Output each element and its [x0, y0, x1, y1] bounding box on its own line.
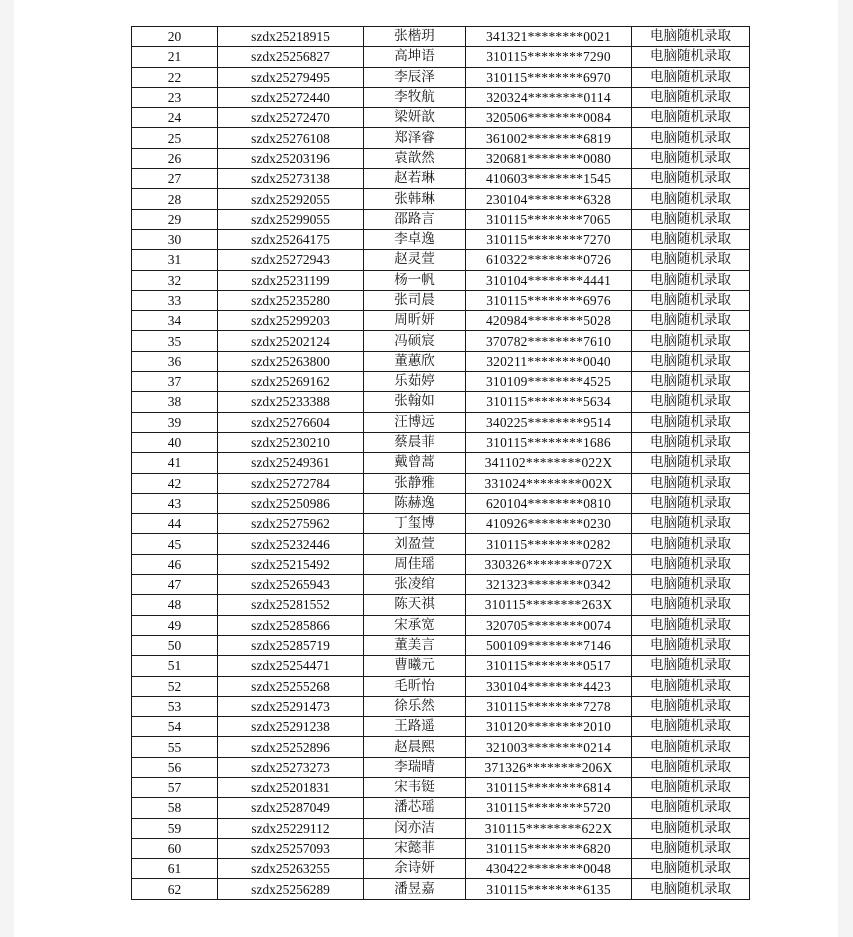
- table-row: [132, 392, 750, 412]
- id-card-number-cell: 410603********1545: [466, 169, 632, 189]
- table-row: [132, 128, 750, 148]
- table-row: [132, 534, 750, 554]
- student-name-cell: 李瑞晴: [364, 757, 466, 777]
- table-row: [132, 696, 750, 716]
- student-name-cell: 李牧航: [364, 87, 466, 107]
- table-row: [132, 87, 750, 107]
- row-number-cell: 56: [132, 757, 218, 777]
- student-name-cell: 刘盈萱: [364, 534, 466, 554]
- registration-id-cell: szdx25285719: [218, 635, 364, 655]
- admission-method-cell: 电脑随机录取: [632, 554, 750, 574]
- admission-method-cell: 电脑随机录取: [632, 351, 750, 371]
- row-number-cell: 45: [132, 534, 218, 554]
- admission-method-cell: 电脑随机录取: [632, 818, 750, 838]
- row-number-cell: 29: [132, 209, 218, 229]
- admission-method-cell: 电脑随机录取: [632, 737, 750, 757]
- student-name-cell: 董美言: [364, 635, 466, 655]
- table-row: [132, 859, 750, 879]
- table-row: [132, 209, 750, 229]
- admission-method-cell: 电脑随机录取: [632, 148, 750, 168]
- row-number-cell: 50: [132, 635, 218, 655]
- table-row: [132, 615, 750, 635]
- student-name-cell: 袁歆然: [364, 148, 466, 168]
- student-name-cell: 蔡晨菲: [364, 432, 466, 452]
- admission-method-cell: 电脑随机录取: [632, 87, 750, 107]
- row-number-cell: 49: [132, 615, 218, 635]
- admission-method-cell: 电脑随机录取: [632, 534, 750, 554]
- admission-method-cell: 电脑随机录取: [632, 67, 750, 87]
- id-card-number-cell: 310115********5634: [466, 392, 632, 412]
- row-number-cell: 26: [132, 148, 218, 168]
- row-number-cell: 34: [132, 311, 218, 331]
- table-row: [132, 879, 750, 899]
- table-row: [132, 514, 750, 534]
- row-number-cell: 55: [132, 737, 218, 757]
- admission-method-cell: 电脑随机录取: [632, 575, 750, 595]
- registration-id-cell: szdx25273273: [218, 757, 364, 777]
- id-card-number-cell: 371326********206X: [466, 757, 632, 777]
- table-row: [132, 656, 750, 676]
- student-name-cell: 汪博远: [364, 412, 466, 432]
- admission-method-cell: 电脑随机录取: [632, 108, 750, 128]
- admission-method-cell: 电脑随机录取: [632, 473, 750, 493]
- table-row: [132, 27, 750, 47]
- id-card-number-cell: 500109********7146: [466, 635, 632, 655]
- id-card-number-cell: 310115********6820: [466, 838, 632, 858]
- id-card-number-cell: 310115********7065: [466, 209, 632, 229]
- row-number-cell: 41: [132, 453, 218, 473]
- registration-id-cell: szdx25263255: [218, 859, 364, 879]
- admission-method-cell: 电脑随机录取: [632, 27, 750, 47]
- student-name-cell: 高坤语: [364, 47, 466, 67]
- table-row: [132, 676, 750, 696]
- student-name-cell: 李卓逸: [364, 229, 466, 249]
- row-number-cell: 38: [132, 392, 218, 412]
- admission-method-cell: 电脑随机录取: [632, 453, 750, 473]
- id-card-number-cell: 331024********002X: [466, 473, 632, 493]
- registration-id-cell: szdx25218915: [218, 27, 364, 47]
- row-number-cell: 61: [132, 859, 218, 879]
- registration-id-cell: szdx25263800: [218, 351, 364, 371]
- id-card-number-cell: 320705********0074: [466, 615, 632, 635]
- admission-method-cell: 电脑随机录取: [632, 311, 750, 331]
- student-name-cell: 王路遥: [364, 717, 466, 737]
- registration-id-cell: szdx25264175: [218, 229, 364, 249]
- registration-id-cell: szdx25285866: [218, 615, 364, 635]
- id-card-number-cell: 330326********072X: [466, 554, 632, 574]
- row-number-cell: 52: [132, 676, 218, 696]
- admission-method-cell: 电脑随机录取: [632, 676, 750, 696]
- student-name-cell: 周佳瑶: [364, 554, 466, 574]
- admission-method-cell: 电脑随机录取: [632, 798, 750, 818]
- table-row: [132, 432, 750, 452]
- registration-id-cell: szdx25256827: [218, 47, 364, 67]
- registration-id-cell: szdx25291238: [218, 717, 364, 737]
- row-number-cell: 44: [132, 514, 218, 534]
- admission-method-cell: 电脑随机录取: [632, 838, 750, 858]
- registration-id-cell: szdx25215492: [218, 554, 364, 574]
- student-name-cell: 张楷玥: [364, 27, 466, 47]
- row-number-cell: 33: [132, 290, 218, 310]
- registration-id-cell: szdx25249361: [218, 453, 364, 473]
- table-row: [132, 757, 750, 777]
- id-card-number-cell: 230104********6328: [466, 189, 632, 209]
- registration-id-cell: szdx25254471: [218, 656, 364, 676]
- registration-id-cell: szdx25291473: [218, 696, 364, 716]
- registration-id-cell: szdx25272784: [218, 473, 364, 493]
- student-name-cell: 潘昱嘉: [364, 879, 466, 899]
- row-number-cell: 23: [132, 87, 218, 107]
- table-row: [132, 311, 750, 331]
- row-number-cell: 30: [132, 229, 218, 249]
- admission-method-cell: 电脑随机录取: [632, 372, 750, 392]
- table-row: [132, 818, 750, 838]
- admission-method-cell: 电脑随机录取: [632, 270, 750, 290]
- row-number-cell: 59: [132, 818, 218, 838]
- student-name-cell: 宋韦铤: [364, 777, 466, 797]
- admission-method-cell: 电脑随机录取: [632, 696, 750, 716]
- id-card-number-cell: 310115********7270: [466, 229, 632, 249]
- registration-id-cell: szdx25299203: [218, 311, 364, 331]
- table-row: [132, 635, 750, 655]
- table-row: [132, 595, 750, 615]
- admission-method-cell: 电脑随机录取: [632, 656, 750, 676]
- registration-id-cell: szdx25272470: [218, 108, 364, 128]
- admission-list-body: [132, 27, 750, 900]
- row-number-cell: 60: [132, 838, 218, 858]
- admission-method-cell: 电脑随机录取: [632, 777, 750, 797]
- registration-id-cell: szdx25250986: [218, 493, 364, 513]
- student-name-cell: 徐乐然: [364, 696, 466, 716]
- registration-id-cell: szdx25235280: [218, 290, 364, 310]
- id-card-number-cell: 310115********6976: [466, 290, 632, 310]
- id-card-number-cell: 420984********5028: [466, 311, 632, 331]
- admission-method-cell: 电脑随机录取: [632, 209, 750, 229]
- table-row: [132, 575, 750, 595]
- student-name-cell: 赵若琳: [364, 169, 466, 189]
- id-card-number-cell: 310115********263X: [466, 595, 632, 615]
- registration-id-cell: szdx25272440: [218, 87, 364, 107]
- id-card-number-cell: 370782********7610: [466, 331, 632, 351]
- admission-method-cell: 电脑随机录取: [632, 189, 750, 209]
- admission-method-cell: 电脑随机录取: [632, 432, 750, 452]
- admission-method-cell: 电脑随机录取: [632, 879, 750, 899]
- table-row: [132, 838, 750, 858]
- student-name-cell: 张凌绾: [364, 575, 466, 595]
- row-number-cell: 39: [132, 412, 218, 432]
- table-row: [132, 67, 750, 87]
- row-number-cell: 20: [132, 27, 218, 47]
- registration-id-cell: szdx25292055: [218, 189, 364, 209]
- table-row: [132, 453, 750, 473]
- admission-method-cell: 电脑随机录取: [632, 493, 750, 513]
- document-page: [14, 0, 838, 937]
- student-name-cell: 周昕妍: [364, 311, 466, 331]
- registration-id-cell: szdx25232446: [218, 534, 364, 554]
- row-number-cell: 43: [132, 493, 218, 513]
- row-number-cell: 27: [132, 169, 218, 189]
- registration-id-cell: szdx25202124: [218, 331, 364, 351]
- row-number-cell: 53: [132, 696, 218, 716]
- id-card-number-cell: 310115********6814: [466, 777, 632, 797]
- registration-id-cell: szdx25257093: [218, 838, 364, 858]
- row-number-cell: 31: [132, 250, 218, 270]
- table-row: [132, 777, 750, 797]
- id-card-number-cell: 320324********0114: [466, 87, 632, 107]
- table-row: [132, 229, 750, 249]
- table-row: [132, 270, 750, 290]
- table-row: [132, 798, 750, 818]
- admission-method-cell: 电脑随机录取: [632, 290, 750, 310]
- registration-id-cell: szdx25230210: [218, 432, 364, 452]
- registration-id-cell: szdx25203196: [218, 148, 364, 168]
- row-number-cell: 42: [132, 473, 218, 493]
- row-number-cell: 48: [132, 595, 218, 615]
- registration-id-cell: szdx25281552: [218, 595, 364, 615]
- id-card-number-cell: 310104********4441: [466, 270, 632, 290]
- table-row: [132, 737, 750, 757]
- table-row: [132, 331, 750, 351]
- student-name-cell: 闵亦洁: [364, 818, 466, 838]
- id-card-number-cell: 620104********0810: [466, 493, 632, 513]
- id-card-number-cell: 310115********622X: [466, 818, 632, 838]
- student-name-cell: 余诗妍: [364, 859, 466, 879]
- admission-method-cell: 电脑随机录取: [632, 169, 750, 189]
- registration-id-cell: szdx25233388: [218, 392, 364, 412]
- admission-list-table: [131, 26, 750, 900]
- admission-method-cell: 电脑随机录取: [632, 615, 750, 635]
- registration-id-cell: szdx25299055: [218, 209, 364, 229]
- id-card-number-cell: 361002********6819: [466, 128, 632, 148]
- id-card-number-cell: 310115********6970: [466, 67, 632, 87]
- admission-method-cell: 电脑随机录取: [632, 250, 750, 270]
- row-number-cell: 36: [132, 351, 218, 371]
- row-number-cell: 51: [132, 656, 218, 676]
- table-row: [132, 717, 750, 737]
- student-name-cell: 冯硕宸: [364, 331, 466, 351]
- table-row: [132, 473, 750, 493]
- id-card-number-cell: 341102********022X: [466, 453, 632, 473]
- id-card-number-cell: 321003********0214: [466, 737, 632, 757]
- row-number-cell: 21: [132, 47, 218, 67]
- registration-id-cell: szdx25279495: [218, 67, 364, 87]
- student-name-cell: 曹曦元: [364, 656, 466, 676]
- student-name-cell: 李辰泽: [364, 67, 466, 87]
- table-row: [132, 189, 750, 209]
- student-name-cell: 宋承宽: [364, 615, 466, 635]
- registration-id-cell: szdx25287049: [218, 798, 364, 818]
- id-card-number-cell: 310115********6135: [466, 879, 632, 899]
- row-number-cell: 37: [132, 372, 218, 392]
- table-row: [132, 554, 750, 574]
- registration-id-cell: szdx25273138: [218, 169, 364, 189]
- student-name-cell: 陈赫逸: [364, 493, 466, 513]
- id-card-number-cell: 320211********0040: [466, 351, 632, 371]
- id-card-number-cell: 310115********5720: [466, 798, 632, 818]
- row-number-cell: 46: [132, 554, 218, 574]
- registration-id-cell: szdx25276108: [218, 128, 364, 148]
- admission-method-cell: 电脑随机录取: [632, 331, 750, 351]
- registration-id-cell: szdx25275962: [218, 514, 364, 534]
- table-row: [132, 169, 750, 189]
- id-card-number-cell: 610322********0726: [466, 250, 632, 270]
- registration-id-cell: szdx25252896: [218, 737, 364, 757]
- row-number-cell: 22: [132, 67, 218, 87]
- student-name-cell: 董蕙欣: [364, 351, 466, 371]
- id-card-number-cell: 310115********7290: [466, 47, 632, 67]
- registration-id-cell: szdx25256289: [218, 879, 364, 899]
- row-number-cell: 58: [132, 798, 218, 818]
- student-name-cell: 赵晨熙: [364, 737, 466, 757]
- admission-method-cell: 电脑随机录取: [632, 229, 750, 249]
- row-number-cell: 47: [132, 575, 218, 595]
- admission-method-cell: 电脑随机录取: [632, 514, 750, 534]
- student-name-cell: 郑泽睿: [364, 128, 466, 148]
- admission-method-cell: 电脑随机录取: [632, 47, 750, 67]
- student-name-cell: 张司晨: [364, 290, 466, 310]
- id-card-number-cell: 410926********0230: [466, 514, 632, 534]
- row-number-cell: 28: [132, 189, 218, 209]
- student-name-cell: 毛昕怡: [364, 676, 466, 696]
- id-card-number-cell: 320681********0080: [466, 148, 632, 168]
- registration-id-cell: szdx25269162: [218, 372, 364, 392]
- registration-id-cell: szdx25231199: [218, 270, 364, 290]
- row-number-cell: 54: [132, 717, 218, 737]
- student-name-cell: 张静雅: [364, 473, 466, 493]
- table-row: [132, 412, 750, 432]
- id-card-number-cell: 310115********0517: [466, 656, 632, 676]
- student-name-cell: 陈天祺: [364, 595, 466, 615]
- admission-method-cell: 电脑随机录取: [632, 757, 750, 777]
- row-number-cell: 25: [132, 128, 218, 148]
- admission-method-cell: 电脑随机录取: [632, 595, 750, 615]
- registration-id-cell: szdx25229112: [218, 818, 364, 838]
- admission-method-cell: 电脑随机录取: [632, 412, 750, 432]
- table-row: [132, 108, 750, 128]
- id-card-number-cell: 310115********0282: [466, 534, 632, 554]
- row-number-cell: 57: [132, 777, 218, 797]
- id-card-number-cell: 320506********0084: [466, 108, 632, 128]
- id-card-number-cell: 310120********2010: [466, 717, 632, 737]
- row-number-cell: 40: [132, 432, 218, 452]
- id-card-number-cell: 330104********4423: [466, 676, 632, 696]
- id-card-number-cell: 321323********0342: [466, 575, 632, 595]
- id-card-number-cell: 310115********7278: [466, 696, 632, 716]
- table-row: [132, 372, 750, 392]
- table-row: [132, 148, 750, 168]
- id-card-number-cell: 430422********0048: [466, 859, 632, 879]
- registration-id-cell: szdx25272943: [218, 250, 364, 270]
- admission-method-cell: 电脑随机录取: [632, 859, 750, 879]
- id-card-number-cell: 310109********4525: [466, 372, 632, 392]
- registration-id-cell: szdx25255268: [218, 676, 364, 696]
- student-name-cell: 潘芯瑶: [364, 798, 466, 818]
- table-row: [132, 351, 750, 371]
- admission-method-cell: 电脑随机录取: [632, 717, 750, 737]
- student-name-cell: 戴曾蒿: [364, 453, 466, 473]
- registration-id-cell: szdx25276604: [218, 412, 364, 432]
- registration-id-cell: szdx25265943: [218, 575, 364, 595]
- row-number-cell: 62: [132, 879, 218, 899]
- student-name-cell: 杨一帆: [364, 270, 466, 290]
- student-name-cell: 丁玺博: [364, 514, 466, 534]
- student-name-cell: 宋懿菲: [364, 838, 466, 858]
- table-row: [132, 47, 750, 67]
- registration-id-cell: szdx25201831: [218, 777, 364, 797]
- row-number-cell: 24: [132, 108, 218, 128]
- student-name-cell: 邵路言: [364, 209, 466, 229]
- id-card-number-cell: 340225********9514: [466, 412, 632, 432]
- id-card-number-cell: 310115********1686: [466, 432, 632, 452]
- table-row: [132, 493, 750, 513]
- student-name-cell: 张韩琳: [364, 189, 466, 209]
- admission-method-cell: 电脑随机录取: [632, 392, 750, 412]
- student-name-cell: 梁妍歆: [364, 108, 466, 128]
- student-name-cell: 张翰如: [364, 392, 466, 412]
- row-number-cell: 32: [132, 270, 218, 290]
- table-row: [132, 290, 750, 310]
- admission-method-cell: 电脑随机录取: [632, 128, 750, 148]
- admission-method-cell: 电脑随机录取: [632, 635, 750, 655]
- student-name-cell: 赵灵萱: [364, 250, 466, 270]
- student-name-cell: 乐茹婷: [364, 372, 466, 392]
- table-row: [132, 250, 750, 270]
- id-card-number-cell: 341321********0021: [466, 27, 632, 47]
- row-number-cell: 35: [132, 331, 218, 351]
